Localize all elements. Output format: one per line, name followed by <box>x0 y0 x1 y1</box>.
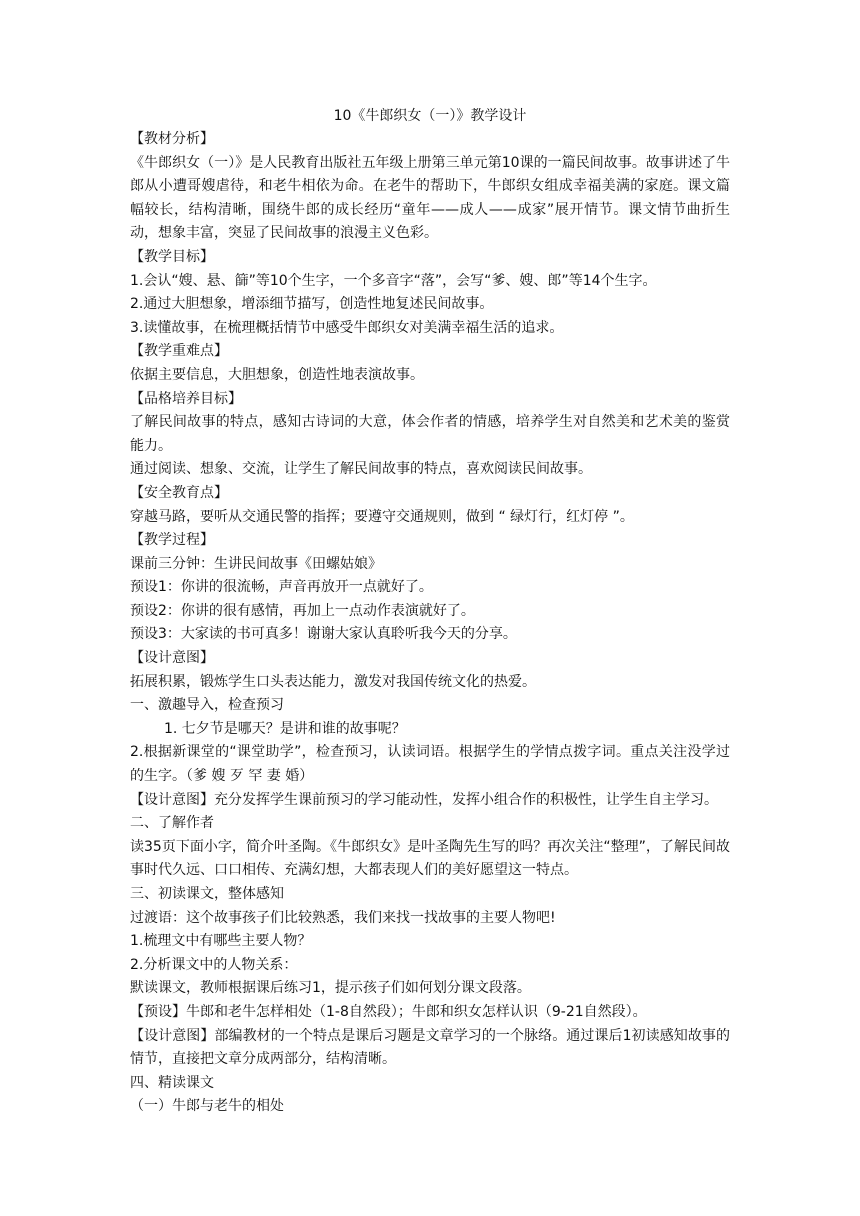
text-line: 三、初读课文，整体感知 <box>130 886 284 902</box>
text-line: 【教材分析】 <box>130 131 214 147</box>
text-line: 2.分析课文中的人物关系： <box>130 956 298 973</box>
text-line: 四、精读课文 <box>130 1074 214 1091</box>
paragraph: 读35页下面小字，简介叶圣陶。《牛郎织女》是叶圣陶先生写的吗？再次关注“整理”，了解民间故事时代久远、口口相传、充满幻想，大都表现人们的美好愿望这一特点。 <box>130 838 730 879</box>
text-line: 【设计意图】 <box>130 650 214 667</box>
text-line: 1.梳理文中有哪些主要人物？ <box>130 933 312 950</box>
document-title: 10《牛郎织女（一）》教学设计 <box>333 108 527 124</box>
text-line: 1.会认“嫂、悬、篩”等10个生字，一个多音字“落”，会写“爹、嫂、郎”等14个生字。 <box>130 272 657 289</box>
document-page <box>130 104 730 1119</box>
text-line: 一、激趣导入，检查预习 <box>130 697 284 714</box>
text-line: 预设1：你讲的很流畅，声音再放开一点就好了。 <box>130 579 433 596</box>
paragraph: 《牛郎织女（一）》是人民教育出版社五年级上册第三单元第10课的一篇民间故事。故事讲述了牛郎从小遭哥嫂虐待，和老牛相依为命。在老牛的帮助下，牛郎织女组成幸福美满的家庭。课文篇幅较长，结构清晰，围绕牛郎的成长经历“童年——成人——成家”展开情节。课文情节曲折生动，想象丰富，突显了民间故事的浪漫主义色彩。 <box>130 154 730 242</box>
text-line: 【教学目标】 <box>130 248 214 265</box>
text-line: 【教学重难点】 <box>130 343 228 360</box>
text-line: （一）牛郎与老牛的相处 <box>130 1098 284 1115</box>
text-line: 【教学过程】 <box>130 532 214 549</box>
text-line: 预设3：大家读的书可真多！谢谢大家认真聆听我今天的分享。 <box>130 626 517 643</box>
document-body <box>130 128 730 1119</box>
paragraph: 2.根据新课堂的“课堂助学”，检查预习，认读词语。根据学生的学情点拨字词。重点关注没学过的生字。（爹 嫂 歹 罕 妻 婚） <box>130 744 730 785</box>
text-line: 通过阅读、想象、交流，让学生了解民间故事的特点，喜欢阅读民间故事。 <box>130 461 592 478</box>
text-line: 【预设】牛郎和老牛怎样相处（1-8自然段）；牛郎和织女怎样认识（9-21自然段）。 <box>130 1003 647 1020</box>
text-line: 课前三分钟：生讲民间故事《田螺姑娘》 <box>130 555 382 572</box>
text-line: 默读课文，教师根据课后练习1，提示孩子们如何划分课文段落。 <box>130 980 531 997</box>
text-line: 2.通过大胆想象，增添细节描写，创造性地复述民间故事。 <box>130 296 494 313</box>
text-line: 1. 七夕节是哪天？是讲和谁的故事呢？ <box>164 720 406 737</box>
text-line: 3.读懂故事，在梳理概括情节中感受牛郎织女对美满幸福生活的追求。 <box>130 319 564 336</box>
paragraph: 【设计意图】部编教材的一个特点是课后习题是文章学习的一个脉络。通过课后1初读感知故事的情节，直接把文章分成两部分，结构清晰。 <box>130 1027 730 1068</box>
text-line: 预设2：你讲的很有感情，再加上一点动作表演就好了。 <box>130 602 475 619</box>
text-line: 过渡语：这个故事孩子们比较熟悉，我们来找一找故事的主要人物吧! <box>130 909 556 926</box>
text-line: 拓展积累，锻炼学生口头表达能力，激发对我国传统文化的热爱。 <box>130 673 536 690</box>
text-line: 【品格培养目标】 <box>130 390 242 407</box>
paragraph: 了解民间故事的特点，感知古诗词的大意，体会作者的情感，培养学生对自然美和艺术美的鉴赏能力。 <box>130 414 730 454</box>
text-line: 【安全教育点】 <box>130 484 228 501</box>
text-line: 二、了解作者 <box>130 815 214 832</box>
paragraph: 【设计意图】充分发挥学生课前预习的学习能动性，发挥小组合作的积极性，让学生自主学习。 <box>130 791 718 808</box>
text-line: 穿越马路，要听从交通民警的指挥；要遵守交通规则，做到 “ 绿灯行，红灯停 ”。 <box>130 508 634 525</box>
text-line: 依据主要信息，大胆想象，创造性地表演故事。 <box>130 366 424 383</box>
